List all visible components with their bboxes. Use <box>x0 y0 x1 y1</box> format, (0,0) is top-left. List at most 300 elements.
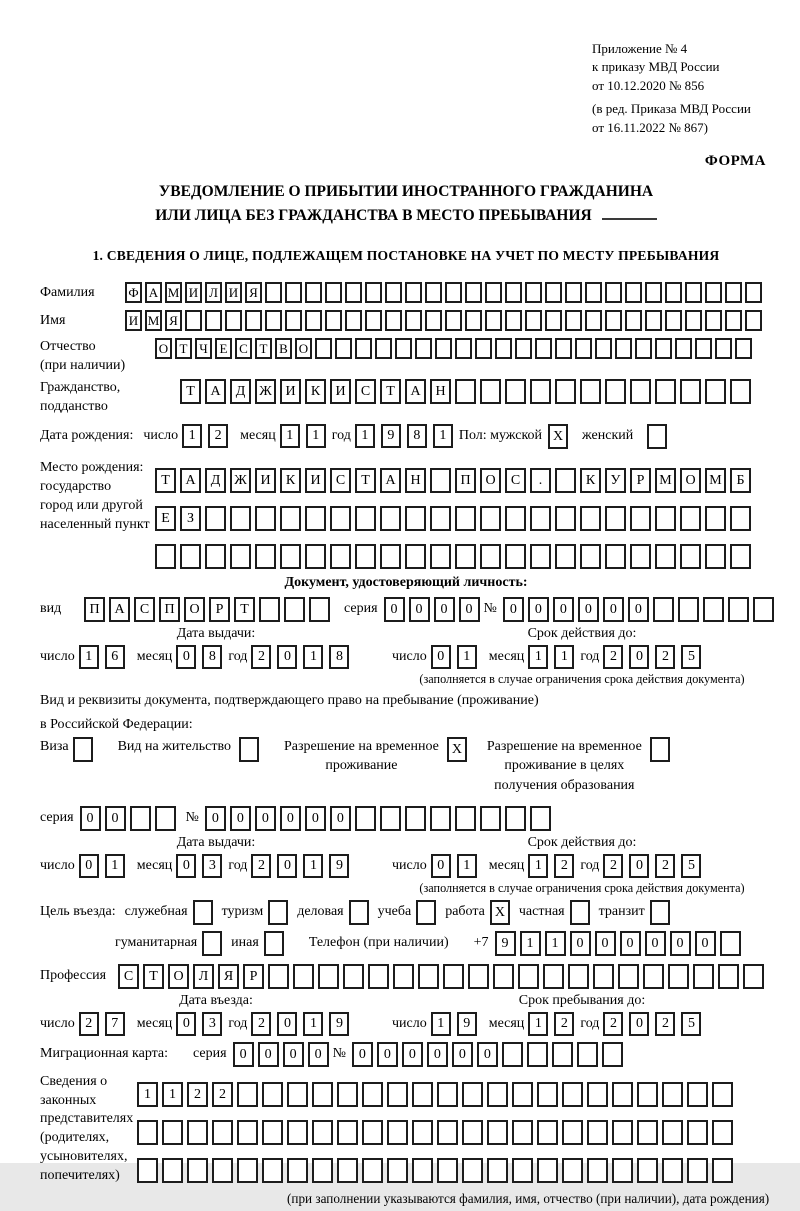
char-box[interactable] <box>365 310 382 331</box>
char-box[interactable] <box>330 544 351 569</box>
char-box[interactable]: 0 <box>603 597 624 622</box>
char-box[interactable]: 0 <box>629 1012 649 1036</box>
char-box[interactable]: 0 <box>645 931 666 956</box>
char-box[interactable] <box>662 1082 683 1107</box>
char-box[interactable]: Ж <box>230 468 251 493</box>
char-box[interactable]: 0 <box>176 645 196 669</box>
char-box[interactable] <box>687 1120 708 1145</box>
char-box[interactable]: 1 <box>528 645 548 669</box>
char-box[interactable]: 0 <box>283 1042 304 1067</box>
char-box[interactable] <box>730 379 751 404</box>
char-box[interactable] <box>495 338 512 359</box>
char-box[interactable]: И <box>330 379 351 404</box>
char-box[interactable]: 2 <box>655 854 675 878</box>
char-box[interactable] <box>468 964 489 989</box>
char-box[interactable] <box>580 506 601 531</box>
char-box[interactable] <box>537 1158 558 1183</box>
char-box[interactable]: М <box>655 468 676 493</box>
char-box[interactable]: 0 <box>384 597 405 622</box>
char-box[interactable]: 0 <box>452 1042 473 1067</box>
char-box[interactable]: И <box>280 379 301 404</box>
char-box[interactable] <box>265 282 282 303</box>
char-box[interactable] <box>685 310 702 331</box>
char-box[interactable]: А <box>205 379 226 404</box>
char-box[interactable]: О <box>295 338 312 359</box>
char-box[interactable] <box>745 282 762 303</box>
char-box[interactable] <box>637 1082 658 1107</box>
char-box[interactable]: З <box>180 506 201 531</box>
char-box[interactable] <box>259 597 280 622</box>
char-box[interactable] <box>309 597 330 622</box>
char-box[interactable]: 6 <box>105 645 125 669</box>
char-box[interactable] <box>593 964 614 989</box>
char-box[interactable] <box>268 900 288 925</box>
char-box[interactable]: Л <box>193 964 214 989</box>
char-box[interactable] <box>365 282 382 303</box>
char-box[interactable] <box>212 1158 233 1183</box>
char-box[interactable] <box>265 310 282 331</box>
char-box[interactable] <box>703 597 724 622</box>
char-box[interactable]: 5 <box>681 854 701 878</box>
char-box[interactable]: 2 <box>554 854 574 878</box>
char-box[interactable] <box>730 544 751 569</box>
char-box[interactable] <box>462 1082 483 1107</box>
char-box[interactable]: У <box>605 468 626 493</box>
char-box[interactable]: Т <box>155 468 176 493</box>
char-box[interactable]: А <box>109 597 130 622</box>
char-box[interactable] <box>335 338 352 359</box>
char-box[interactable]: Е <box>215 338 232 359</box>
char-box[interactable] <box>393 964 414 989</box>
char-box[interactable]: Т <box>175 338 192 359</box>
char-box[interactable]: 0 <box>427 1042 448 1067</box>
char-box[interactable] <box>385 310 402 331</box>
char-box[interactable] <box>745 310 762 331</box>
char-box[interactable] <box>668 964 689 989</box>
char-box[interactable] <box>565 282 582 303</box>
char-box[interactable] <box>425 282 442 303</box>
char-box[interactable]: 0 <box>258 1042 279 1067</box>
char-box[interactable] <box>380 506 401 531</box>
char-box[interactable] <box>595 338 612 359</box>
char-box[interactable] <box>485 282 502 303</box>
char-box[interactable] <box>205 310 222 331</box>
char-box[interactable]: 0 <box>277 645 297 669</box>
char-box[interactable]: Р <box>209 597 230 622</box>
char-box[interactable]: 8 <box>329 645 349 669</box>
char-box[interactable] <box>405 310 422 331</box>
char-box[interactable]: 1 <box>520 931 541 956</box>
char-box[interactable] <box>647 424 667 449</box>
char-box[interactable] <box>577 1042 598 1067</box>
char-box[interactable]: 0 <box>431 645 451 669</box>
char-box[interactable]: Р <box>243 964 264 989</box>
char-box[interactable]: Т <box>234 597 255 622</box>
char-box[interactable]: 0 <box>629 854 649 878</box>
char-box[interactable] <box>312 1158 333 1183</box>
char-box[interactable]: 1 <box>303 854 323 878</box>
char-box[interactable] <box>487 1082 508 1107</box>
char-box[interactable] <box>395 338 412 359</box>
char-box[interactable] <box>480 544 501 569</box>
char-box[interactable] <box>665 282 682 303</box>
char-box[interactable]: 0 <box>80 806 101 831</box>
char-box[interactable] <box>655 338 672 359</box>
char-box[interactable] <box>362 1082 383 1107</box>
char-box[interactable] <box>725 282 742 303</box>
char-box[interactable] <box>130 806 151 831</box>
char-box[interactable] <box>462 1120 483 1145</box>
char-box[interactable] <box>625 282 642 303</box>
char-box[interactable] <box>718 964 739 989</box>
char-box[interactable]: 2 <box>603 645 623 669</box>
char-box[interactable] <box>225 310 242 331</box>
char-box[interactable] <box>280 544 301 569</box>
char-box[interactable] <box>537 1120 558 1145</box>
char-box[interactable] <box>137 1158 158 1183</box>
char-box[interactable] <box>512 1082 533 1107</box>
char-box[interactable] <box>565 310 582 331</box>
char-box[interactable]: 2 <box>187 1082 208 1107</box>
char-box[interactable] <box>437 1082 458 1107</box>
char-box[interactable] <box>480 379 501 404</box>
char-box[interactable] <box>552 1042 573 1067</box>
char-box[interactable] <box>264 931 284 956</box>
char-box[interactable] <box>385 282 402 303</box>
char-box[interactable]: Т <box>355 468 376 493</box>
char-box[interactable]: 0 <box>176 1012 196 1036</box>
char-box[interactable]: 0 <box>409 597 430 622</box>
char-box[interactable]: 0 <box>528 597 549 622</box>
char-box[interactable] <box>585 282 602 303</box>
char-box[interactable] <box>455 544 476 569</box>
char-box[interactable]: 0 <box>553 597 574 622</box>
char-box[interactable] <box>416 900 436 925</box>
char-box[interactable]: 2 <box>554 1012 574 1036</box>
char-box[interactable] <box>605 282 622 303</box>
char-box[interactable] <box>543 964 564 989</box>
char-box[interactable] <box>743 964 764 989</box>
char-box[interactable] <box>387 1158 408 1183</box>
char-box[interactable]: 2 <box>212 1082 233 1107</box>
char-box[interactable] <box>530 379 551 404</box>
char-box[interactable]: 0 <box>431 854 451 878</box>
char-box[interactable]: К <box>280 468 301 493</box>
char-box[interactable] <box>343 964 364 989</box>
char-box[interactable] <box>505 806 526 831</box>
char-box[interactable]: 2 <box>208 424 228 448</box>
char-box[interactable] <box>587 1158 608 1183</box>
char-box[interactable] <box>502 1042 523 1067</box>
char-box[interactable]: 1 <box>431 1012 451 1036</box>
char-box[interactable] <box>255 506 276 531</box>
char-box[interactable] <box>455 338 472 359</box>
char-box[interactable]: 1 <box>79 645 99 669</box>
char-box[interactable] <box>330 506 351 531</box>
char-box[interactable] <box>687 1082 708 1107</box>
char-box[interactable] <box>212 1120 233 1145</box>
char-box[interactable] <box>285 310 302 331</box>
char-box[interactable] <box>505 310 522 331</box>
char-box[interactable] <box>602 1042 623 1067</box>
char-box[interactable]: М <box>165 282 182 303</box>
char-box[interactable]: 0 <box>280 806 301 831</box>
char-box[interactable]: X <box>548 424 568 449</box>
char-box[interactable] <box>715 338 732 359</box>
char-box[interactable]: А <box>405 379 426 404</box>
char-box[interactable] <box>284 597 305 622</box>
char-box[interactable] <box>655 544 676 569</box>
char-box[interactable] <box>728 597 749 622</box>
char-box[interactable] <box>412 1082 433 1107</box>
char-box[interactable] <box>73 737 93 762</box>
char-box[interactable]: С <box>355 379 376 404</box>
char-box[interactable]: 0 <box>330 806 351 831</box>
char-box[interactable] <box>239 737 259 762</box>
char-box[interactable] <box>237 1158 258 1183</box>
char-box[interactable]: П <box>159 597 180 622</box>
char-box[interactable] <box>455 806 476 831</box>
char-box[interactable] <box>618 964 639 989</box>
char-box[interactable] <box>680 379 701 404</box>
char-box[interactable]: 3 <box>202 854 222 878</box>
char-box[interactable]: 0 <box>305 806 326 831</box>
char-box[interactable] <box>187 1158 208 1183</box>
char-box[interactable] <box>287 1082 308 1107</box>
char-box[interactable]: 0 <box>105 806 126 831</box>
char-box[interactable]: 1 <box>545 931 566 956</box>
char-box[interactable] <box>485 310 502 331</box>
char-box[interactable]: 0 <box>277 854 297 878</box>
char-box[interactable] <box>262 1082 283 1107</box>
char-box[interactable] <box>530 544 551 569</box>
char-box[interactable]: 9 <box>457 1012 477 1036</box>
char-box[interactable] <box>280 506 301 531</box>
char-box[interactable] <box>230 544 251 569</box>
char-box[interactable]: X <box>490 900 510 925</box>
char-box[interactable] <box>305 544 326 569</box>
char-box[interactable]: К <box>580 468 601 493</box>
char-box[interactable]: 7 <box>105 1012 125 1036</box>
char-box[interactable] <box>455 379 476 404</box>
char-box[interactable]: 1 <box>105 854 125 878</box>
char-box[interactable] <box>580 544 601 569</box>
char-box[interactable]: 5 <box>681 1012 701 1036</box>
char-box[interactable] <box>537 1082 558 1107</box>
char-box[interactable] <box>430 468 451 493</box>
char-box[interactable] <box>568 964 589 989</box>
char-box[interactable] <box>518 964 539 989</box>
char-box[interactable] <box>662 1158 683 1183</box>
char-box[interactable] <box>430 806 451 831</box>
char-box[interactable]: Я <box>218 964 239 989</box>
char-box[interactable]: 2 <box>655 645 675 669</box>
char-box[interactable] <box>525 282 542 303</box>
char-box[interactable] <box>312 1082 333 1107</box>
char-box[interactable]: 2 <box>655 1012 675 1036</box>
char-box[interactable]: И <box>225 282 242 303</box>
char-box[interactable] <box>545 310 562 331</box>
char-box[interactable]: И <box>185 282 202 303</box>
char-box[interactable] <box>555 379 576 404</box>
char-box[interactable]: Ж <box>255 379 276 404</box>
char-box[interactable] <box>305 310 322 331</box>
char-box[interactable]: 1 <box>306 424 326 448</box>
char-box[interactable] <box>287 1120 308 1145</box>
char-box[interactable]: Я <box>245 282 262 303</box>
char-box[interactable] <box>162 1120 183 1145</box>
char-box[interactable]: О <box>480 468 501 493</box>
char-box[interactable] <box>753 597 774 622</box>
char-box[interactable] <box>615 338 632 359</box>
char-box[interactable]: Е <box>155 506 176 531</box>
char-box[interactable]: 2 <box>603 854 623 878</box>
char-box[interactable]: Р <box>630 468 651 493</box>
char-box[interactable] <box>237 1120 258 1145</box>
char-box[interactable]: С <box>134 597 155 622</box>
char-box[interactable] <box>562 1082 583 1107</box>
char-box[interactable] <box>137 1120 158 1145</box>
char-box[interactable] <box>445 282 462 303</box>
char-box[interactable]: И <box>125 310 142 331</box>
char-box[interactable] <box>355 806 376 831</box>
char-box[interactable]: 0 <box>477 1042 498 1067</box>
char-box[interactable] <box>695 338 712 359</box>
char-box[interactable] <box>318 964 339 989</box>
char-box[interactable] <box>475 338 492 359</box>
char-box[interactable] <box>570 900 590 925</box>
char-box[interactable] <box>705 506 726 531</box>
char-box[interactable] <box>675 338 692 359</box>
char-box[interactable] <box>555 468 576 493</box>
char-box[interactable] <box>730 506 751 531</box>
char-box[interactable] <box>712 1082 733 1107</box>
char-box[interactable] <box>437 1120 458 1145</box>
char-box[interactable] <box>662 1120 683 1145</box>
char-box[interactable] <box>415 338 432 359</box>
char-box[interactable]: 1 <box>457 854 477 878</box>
char-box[interactable] <box>325 310 342 331</box>
char-box[interactable]: 9 <box>381 424 401 448</box>
char-box[interactable] <box>705 310 722 331</box>
char-box[interactable]: 0 <box>595 931 616 956</box>
char-box[interactable]: Я <box>165 310 182 331</box>
char-box[interactable] <box>405 282 422 303</box>
char-box[interactable] <box>687 1158 708 1183</box>
char-box[interactable] <box>412 1120 433 1145</box>
char-box[interactable] <box>325 282 342 303</box>
char-box[interactable] <box>705 379 726 404</box>
char-box[interactable]: 0 <box>377 1042 398 1067</box>
char-box[interactable]: Т <box>180 379 201 404</box>
char-box[interactable]: 0 <box>402 1042 423 1067</box>
char-box[interactable]: 1 <box>303 645 323 669</box>
char-box[interactable] <box>312 1120 333 1145</box>
char-box[interactable] <box>612 1082 633 1107</box>
char-box[interactable]: 0 <box>434 597 455 622</box>
char-box[interactable] <box>305 282 322 303</box>
char-box[interactable] <box>527 1042 548 1067</box>
char-box[interactable] <box>645 282 662 303</box>
char-box[interactable] <box>237 1082 258 1107</box>
char-box[interactable] <box>380 806 401 831</box>
char-box[interactable]: 1 <box>457 645 477 669</box>
char-box[interactable]: М <box>705 468 726 493</box>
char-box[interactable] <box>155 544 176 569</box>
char-box[interactable]: 0 <box>230 806 251 831</box>
char-box[interactable] <box>187 1120 208 1145</box>
char-box[interactable]: 0 <box>695 931 716 956</box>
char-box[interactable] <box>315 338 332 359</box>
char-box[interactable] <box>505 379 526 404</box>
char-box[interactable]: К <box>305 379 326 404</box>
char-box[interactable] <box>487 1120 508 1145</box>
char-box[interactable]: А <box>380 468 401 493</box>
char-box[interactable]: 0 <box>629 645 649 669</box>
char-box[interactable] <box>587 1120 608 1145</box>
char-box[interactable] <box>545 282 562 303</box>
char-box[interactable]: 8 <box>202 645 222 669</box>
char-box[interactable] <box>555 544 576 569</box>
char-box[interactable] <box>455 506 476 531</box>
char-box[interactable]: Т <box>255 338 272 359</box>
char-box[interactable] <box>653 597 674 622</box>
char-box[interactable]: 9 <box>495 931 516 956</box>
char-box[interactable] <box>337 1120 358 1145</box>
char-box[interactable] <box>293 964 314 989</box>
char-box[interactable]: М <box>145 310 162 331</box>
char-box[interactable]: 0 <box>233 1042 254 1067</box>
char-box[interactable]: 1 <box>355 424 375 448</box>
char-box[interactable]: 0 <box>277 1012 297 1036</box>
char-box[interactable]: 0 <box>578 597 599 622</box>
char-box[interactable] <box>535 338 552 359</box>
char-box[interactable] <box>585 310 602 331</box>
char-box[interactable] <box>493 964 514 989</box>
char-box[interactable] <box>705 544 726 569</box>
char-box[interactable] <box>630 506 651 531</box>
char-box[interactable] <box>355 506 376 531</box>
char-box[interactable] <box>555 338 572 359</box>
char-box[interactable] <box>230 506 251 531</box>
char-box[interactable]: 0 <box>205 806 226 831</box>
char-box[interactable] <box>205 506 226 531</box>
char-box[interactable]: А <box>145 282 162 303</box>
char-box[interactable] <box>678 597 699 622</box>
char-box[interactable]: 0 <box>352 1042 373 1067</box>
char-box[interactable] <box>693 964 714 989</box>
char-box[interactable] <box>480 806 501 831</box>
char-box[interactable]: П <box>84 597 105 622</box>
char-box[interactable] <box>180 544 201 569</box>
char-box[interactable]: 8 <box>407 424 427 448</box>
char-box[interactable] <box>418 964 439 989</box>
char-box[interactable] <box>612 1158 633 1183</box>
char-box[interactable] <box>305 506 326 531</box>
char-box[interactable]: О <box>184 597 205 622</box>
char-box[interactable] <box>630 379 651 404</box>
char-box[interactable]: Т <box>380 379 401 404</box>
char-box[interactable] <box>655 379 676 404</box>
char-box[interactable]: 1 <box>280 424 300 448</box>
char-box[interactable]: И <box>305 468 326 493</box>
char-box[interactable] <box>355 544 376 569</box>
char-box[interactable] <box>405 806 426 831</box>
char-box[interactable] <box>362 1158 383 1183</box>
char-box[interactable] <box>562 1120 583 1145</box>
char-box[interactable]: С <box>505 468 526 493</box>
char-box[interactable] <box>665 310 682 331</box>
